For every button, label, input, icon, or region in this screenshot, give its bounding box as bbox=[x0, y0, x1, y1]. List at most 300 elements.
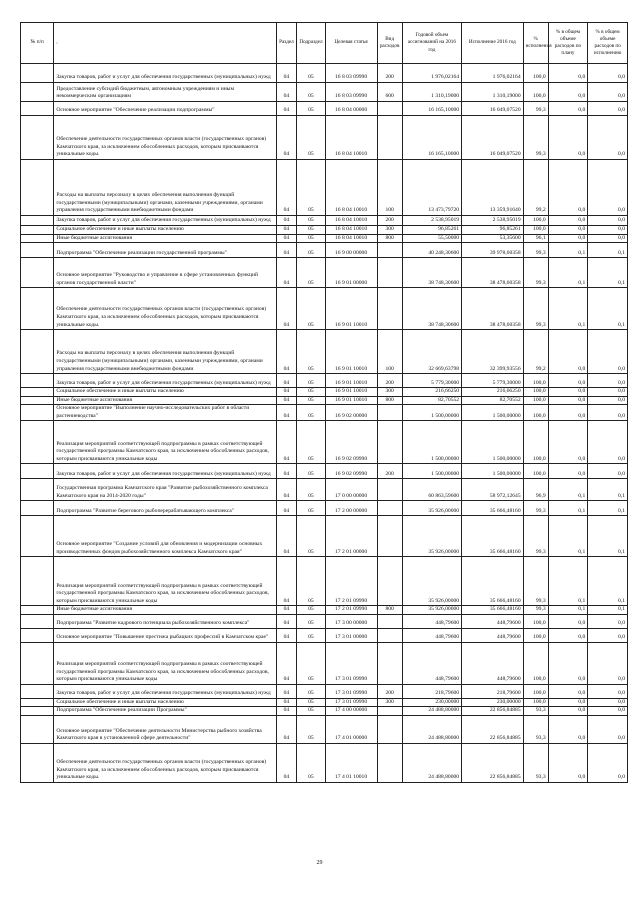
cell-execution: 58 972,12645 bbox=[462, 479, 524, 501]
table-row bbox=[21, 258, 628, 288]
cell-num bbox=[21, 405, 54, 421]
col-header-target: Целевая статья bbox=[325, 23, 377, 64]
cell-podrazdel: 05 bbox=[297, 288, 325, 330]
cell-plan: 38 748,30600 bbox=[402, 258, 461, 288]
cell-plan: 1 500,00000 bbox=[402, 405, 461, 421]
cell-share-exec: 0,0 bbox=[588, 628, 628, 642]
cell-share-exec: 0,0 bbox=[588, 614, 628, 628]
cell-razdel: 04 bbox=[276, 374, 297, 388]
table-header-row bbox=[21, 23, 628, 64]
table-row bbox=[21, 642, 628, 684]
cell-name: Иные бюджетные ассигнования bbox=[54, 234, 276, 243]
cell-razdel: 04 bbox=[276, 83, 297, 102]
cell-podrazdel: 05 bbox=[297, 226, 325, 235]
cell-execution: 1 500,00000 bbox=[462, 464, 524, 479]
cell-num bbox=[21, 160, 54, 216]
cell-share-plan: 0,0 bbox=[548, 707, 588, 716]
cell-share-exec: 0,0 bbox=[588, 684, 628, 698]
cell-share-plan: 0,1 bbox=[548, 516, 588, 557]
cell-percent: 100,0 bbox=[523, 464, 548, 479]
cell-razdel: 04 bbox=[276, 516, 297, 557]
table-body bbox=[21, 64, 628, 783]
cell-target: 16 8 04 10010 bbox=[325, 226, 377, 235]
cell-razdel: 04 bbox=[276, 243, 297, 258]
cell-plan: 35 926,00000 bbox=[402, 606, 461, 615]
cell-plan: 24 488,80000 bbox=[402, 715, 461, 743]
table-row bbox=[21, 715, 628, 743]
cell-plan: 448,79600 bbox=[402, 614, 461, 628]
cell-kind: 200 bbox=[377, 64, 402, 83]
cell-podrazdel: 05 bbox=[297, 258, 325, 288]
cell-share-exec: 0,1 bbox=[588, 557, 628, 606]
cell-kind: 200 bbox=[377, 684, 402, 698]
cell-share-exec: 0,0 bbox=[588, 707, 628, 716]
cell-plan: 60 863,59600 bbox=[402, 479, 461, 501]
cell-num bbox=[21, 421, 54, 464]
cell-target: 16 9 01 10010 bbox=[325, 374, 377, 388]
cell-percent: 93,3 bbox=[523, 707, 548, 716]
cell-name: Основное мероприятие "Выполнение научно-исследовательских работ в области растениеводства" bbox=[54, 405, 276, 421]
cell-razdel: 04 bbox=[276, 102, 297, 116]
cell-razdel: 04 bbox=[276, 234, 297, 243]
cell-razdel: 04 bbox=[276, 116, 297, 160]
cell-plan: 55,50000 bbox=[402, 234, 461, 243]
cell-razdel: 04 bbox=[276, 405, 297, 421]
cell-podrazdel: 05 bbox=[297, 642, 325, 684]
cell-execution: 38 478,60358 bbox=[462, 258, 524, 288]
cell-target: 17 4 00 00000 bbox=[325, 707, 377, 716]
cell-kind: 600 bbox=[377, 83, 402, 102]
cell-share-exec: 0,1 bbox=[588, 243, 628, 258]
cell-kind: 200 bbox=[377, 374, 402, 388]
cell-share-exec: 0,0 bbox=[588, 743, 628, 782]
cell-num bbox=[21, 288, 54, 330]
cell-podrazdel: 05 bbox=[297, 216, 325, 226]
cell-share-exec: 0,0 bbox=[588, 234, 628, 243]
cell-share-plan: 0,0 bbox=[548, 628, 588, 642]
cell-podrazdel: 05 bbox=[297, 743, 325, 782]
cell-kind: 300 bbox=[377, 388, 402, 397]
cell-percent: 100,0 bbox=[523, 216, 548, 226]
cell-podrazdel: 05 bbox=[297, 234, 325, 243]
cell-podrazdel: 05 bbox=[297, 83, 325, 102]
table-row bbox=[21, 83, 628, 102]
cell-kind: 200 bbox=[377, 216, 402, 226]
cell-execution: 448,79600 bbox=[462, 628, 524, 642]
cell-target: 16 8 04 10010 bbox=[325, 116, 377, 160]
table-row bbox=[21, 374, 628, 388]
cell-num bbox=[21, 606, 54, 615]
cell-kind bbox=[377, 288, 402, 330]
cell-percent: 99,3 bbox=[523, 258, 548, 288]
cell-kind bbox=[377, 243, 402, 258]
cell-target: 16 9 01 10010 bbox=[325, 330, 377, 374]
cell-execution: 38 478,60358 bbox=[462, 288, 524, 330]
cell-num bbox=[21, 479, 54, 501]
cell-target: 16 8 04 10010 bbox=[325, 216, 377, 226]
table-row bbox=[21, 396, 628, 405]
col-header-name: , bbox=[54, 23, 276, 64]
cell-razdel: 04 bbox=[276, 421, 297, 464]
cell-execution: 230,00000 bbox=[462, 698, 524, 707]
cell-podrazdel: 05 bbox=[297, 715, 325, 743]
cell-share-exec: 0,0 bbox=[588, 64, 628, 83]
table-row bbox=[21, 330, 628, 374]
cell-razdel: 04 bbox=[276, 396, 297, 405]
cell-percent: 93,3 bbox=[523, 715, 548, 743]
cell-share-exec: 0,0 bbox=[588, 102, 628, 116]
cell-num bbox=[21, 698, 54, 707]
cell-execution: 216,66250 bbox=[462, 388, 524, 397]
cell-share-exec: 0,0 bbox=[588, 216, 628, 226]
cell-percent: 100,0 bbox=[523, 64, 548, 83]
cell-razdel: 04 bbox=[276, 501, 297, 516]
cell-name: Социальное обеспечение и иные выплаты населению bbox=[54, 388, 276, 397]
cell-name: Подпрограмма "Развитие кадрового потенциала рыбохозяйственного комплекса" bbox=[54, 614, 276, 628]
cell-kind bbox=[377, 405, 402, 421]
cell-name: Подпрограмма "Обеспечение реализации государственной программы" bbox=[54, 243, 276, 258]
cell-name: Государственная программа Камчатского края "Развитие рыбохозяйственного комплекса Камчатского края на 2014-2020 годы" bbox=[54, 479, 276, 501]
cell-share-plan: 0,1 bbox=[548, 501, 588, 516]
cell-podrazdel: 05 bbox=[297, 684, 325, 698]
table-row bbox=[21, 707, 628, 716]
cell-num bbox=[21, 64, 54, 83]
cell-podrazdel: 05 bbox=[297, 388, 325, 397]
cell-plan: 448,79600 bbox=[402, 642, 461, 684]
cell-percent: 99,3 bbox=[523, 501, 548, 516]
cell-plan: 16 165,10000 bbox=[402, 102, 461, 116]
table-row bbox=[21, 234, 628, 243]
table-row bbox=[21, 501, 628, 516]
cell-target: 16 9 01 10010 bbox=[325, 388, 377, 397]
cell-num bbox=[21, 226, 54, 235]
cell-share-plan: 0,0 bbox=[548, 464, 588, 479]
cell-num bbox=[21, 258, 54, 288]
cell-percent: 99,3 bbox=[523, 606, 548, 615]
cell-podrazdel: 05 bbox=[297, 421, 325, 464]
cell-execution: 1 310,19000 bbox=[462, 83, 524, 102]
cell-execution: 1 976,02164 bbox=[462, 64, 524, 83]
cell-share-plan: 0,0 bbox=[548, 83, 588, 102]
table-row bbox=[21, 557, 628, 606]
cell-podrazdel: 05 bbox=[297, 501, 325, 516]
cell-num bbox=[21, 557, 54, 606]
cell-kind bbox=[377, 743, 402, 782]
cell-name: Подпрограмма "Обеспечение реализации Программы" bbox=[54, 707, 276, 716]
cell-podrazdel: 05 bbox=[297, 116, 325, 160]
cell-share-plan: 0,0 bbox=[548, 234, 588, 243]
cell-target: 17 3 01 00000 bbox=[325, 628, 377, 642]
cell-share-plan: 0,0 bbox=[548, 715, 588, 743]
cell-plan: 38 748,30600 bbox=[402, 288, 461, 330]
cell-share-plan: 0,0 bbox=[548, 388, 588, 397]
cell-plan: 35 926,00000 bbox=[402, 557, 461, 606]
cell-name: Обеспечение деятельности государственных органов власти (государственных органов) Камчатского края, за исключением обособленных расходов, которым присваиваются уникальные коды. bbox=[54, 116, 276, 160]
cell-num bbox=[21, 642, 54, 684]
cell-num bbox=[21, 715, 54, 743]
cell-percent: 100,0 bbox=[523, 628, 548, 642]
cell-share-plan: 0,0 bbox=[548, 226, 588, 235]
cell-share-exec: 0,0 bbox=[588, 374, 628, 388]
table-row bbox=[21, 516, 628, 557]
cell-name: Расходы на выплаты персоналу в целях обеспечения выполнения функций государственными (муниципальными) органами, казенными учреждениями, органами управления государственными внебюджетными фондами bbox=[54, 160, 276, 216]
cell-share-exec: 0,1 bbox=[588, 606, 628, 615]
cell-kind: 300 bbox=[377, 226, 402, 235]
cell-execution: 2 538,95019 bbox=[462, 216, 524, 226]
cell-kind bbox=[377, 501, 402, 516]
cell-plan: 24 488,80000 bbox=[402, 743, 461, 782]
cell-num bbox=[21, 684, 54, 698]
col-header-num: № п/п bbox=[21, 23, 54, 64]
cell-share-plan: 0,0 bbox=[548, 216, 588, 226]
cell-razdel: 04 bbox=[276, 464, 297, 479]
cell-razdel: 04 bbox=[276, 64, 297, 83]
cell-execution: 1 500,00000 bbox=[462, 405, 524, 421]
cell-share-plan: 0,0 bbox=[548, 396, 588, 405]
cell-target: 16 9 01 10010 bbox=[325, 396, 377, 405]
cell-share-exec: 0,0 bbox=[588, 388, 628, 397]
cell-share-plan: 0,1 bbox=[548, 288, 588, 330]
cell-name: Закупка товаров, работ и услуг для обеспечения государственных (муниципальных) нужд bbox=[54, 64, 276, 83]
cell-share-plan: 0,1 bbox=[548, 479, 588, 501]
cell-name: Основное мероприятие "Руководство и управление в сфере установленных функций органов государственной власти" bbox=[54, 258, 276, 288]
cell-num bbox=[21, 464, 54, 479]
cell-share-exec: 0,1 bbox=[588, 479, 628, 501]
cell-plan: 24 488,80000 bbox=[402, 707, 461, 716]
cell-share-exec: 0,0 bbox=[588, 642, 628, 684]
page-number: 29 bbox=[316, 860, 323, 866]
cell-share-exec: 0,0 bbox=[588, 83, 628, 102]
cell-podrazdel: 05 bbox=[297, 64, 325, 83]
cell-share-plan: 0,0 bbox=[548, 421, 588, 464]
cell-share-exec: 0,0 bbox=[588, 715, 628, 743]
cell-plan: 32 669,63798 bbox=[402, 330, 461, 374]
cell-share-exec: 0,0 bbox=[588, 160, 628, 216]
cell-podrazdel: 05 bbox=[297, 557, 325, 606]
cell-num bbox=[21, 234, 54, 243]
cell-target: 16 8 04 10010 bbox=[325, 160, 377, 216]
cell-plan: 16 165,10000 bbox=[402, 116, 461, 160]
cell-percent: 100,0 bbox=[523, 374, 548, 388]
cell-percent: 100,0 bbox=[523, 684, 548, 698]
table-row bbox=[21, 116, 628, 160]
table-row bbox=[21, 243, 628, 258]
cell-execution: 22 856,84885 bbox=[462, 715, 524, 743]
cell-share-plan: 0,0 bbox=[548, 374, 588, 388]
cell-name: Закупка товаров, работ и услуг для обеспечения государственных (муниципальных) нужд bbox=[54, 216, 276, 226]
cell-num bbox=[21, 628, 54, 642]
cell-kind bbox=[377, 614, 402, 628]
cell-num bbox=[21, 243, 54, 258]
cell-execution: 35 666,48160 bbox=[462, 557, 524, 606]
cell-kind: 200 bbox=[377, 464, 402, 479]
cell-percent: 99,3 bbox=[523, 516, 548, 557]
cell-target: 17 2 01 09990 bbox=[325, 606, 377, 615]
cell-target: 16 9 02 09990 bbox=[325, 421, 377, 464]
cell-target: 16 9 02 09990 bbox=[325, 464, 377, 479]
cell-podrazdel: 05 bbox=[297, 516, 325, 557]
cell-share-exec: 0,0 bbox=[588, 464, 628, 479]
cell-plan: 96,85261 bbox=[402, 226, 461, 235]
cell-share-exec: 0,0 bbox=[588, 698, 628, 707]
cell-execution: 22 856,84885 bbox=[462, 707, 524, 716]
cell-plan: 35 926,00000 bbox=[402, 516, 461, 557]
cell-kind bbox=[377, 479, 402, 501]
table-row bbox=[21, 388, 628, 397]
cell-kind: 100 bbox=[377, 160, 402, 216]
cell-plan: 216,66250 bbox=[402, 388, 461, 397]
cell-podrazdel: 05 bbox=[297, 160, 325, 216]
cell-target: 17 3 00 00000 bbox=[325, 614, 377, 628]
cell-execution: 22 856,84885 bbox=[462, 743, 524, 782]
cell-name: Иные бюджетные ассигнования bbox=[54, 606, 276, 615]
cell-name: Закупка товаров, работ и услуг для обеспечения государственных (муниципальных) нужд bbox=[54, 464, 276, 479]
cell-razdel: 04 bbox=[276, 707, 297, 716]
cell-razdel: 04 bbox=[276, 330, 297, 374]
cell-name: Основное мероприятие "Обеспечение деятельности Министерства рыбного хозяйства Камчатского края в установленной сфере деятельности" bbox=[54, 715, 276, 743]
cell-kind: 300 bbox=[377, 698, 402, 707]
cell-plan: 230,00000 bbox=[402, 698, 461, 707]
cell-razdel: 04 bbox=[276, 698, 297, 707]
cell-podrazdel: 05 bbox=[297, 102, 325, 116]
cell-execution: 218,79600 bbox=[462, 684, 524, 698]
cell-execution: 39 978,60358 bbox=[462, 243, 524, 258]
table-row bbox=[21, 743, 628, 782]
cell-num bbox=[21, 388, 54, 397]
cell-razdel: 04 bbox=[276, 160, 297, 216]
cell-num bbox=[21, 614, 54, 628]
cell-share-exec: 0,0 bbox=[588, 405, 628, 421]
cell-share-plan: 0,0 bbox=[548, 116, 588, 160]
cell-razdel: 04 bbox=[276, 743, 297, 782]
table-row bbox=[21, 479, 628, 501]
cell-razdel: 04 bbox=[276, 216, 297, 226]
cell-plan: 13 473,79720 bbox=[402, 160, 461, 216]
table-row bbox=[21, 628, 628, 642]
col-header-share-exec: % в общем объеме расходов по исполнению bbox=[588, 23, 628, 64]
cell-plan: 40 248,30600 bbox=[402, 243, 461, 258]
cell-execution: 1 500,00000 bbox=[462, 421, 524, 464]
cell-share-exec: 0,1 bbox=[588, 516, 628, 557]
cell-target: 17 3 01 09990 bbox=[325, 642, 377, 684]
cell-percent: 93,3 bbox=[523, 743, 548, 782]
cell-share-exec: 0,1 bbox=[588, 288, 628, 330]
cell-num bbox=[21, 330, 54, 374]
cell-podrazdel: 05 bbox=[297, 464, 325, 479]
cell-share-plan: 0,0 bbox=[548, 405, 588, 421]
cell-share-exec: 0,1 bbox=[588, 258, 628, 288]
table-row bbox=[21, 606, 628, 615]
cell-name: Обеспечение деятельности государственных органов власти (государственных органов) Камчатского края, за исключением обособленных расходов, которым присваиваются уникальные коды. bbox=[54, 743, 276, 782]
cell-target: 17 3 01 09990 bbox=[325, 684, 377, 698]
col-header-razdel: Раздел bbox=[276, 23, 297, 64]
cell-plan: 82,70552 bbox=[402, 396, 461, 405]
cell-plan: 1 500,00000 bbox=[402, 464, 461, 479]
cell-share-plan: 0,0 bbox=[548, 160, 588, 216]
cell-share-plan: 0,0 bbox=[548, 330, 588, 374]
cell-target: 16 8 03 09990 bbox=[325, 83, 377, 102]
cell-share-exec: 0,0 bbox=[588, 330, 628, 374]
cell-name: Основное мероприятие "Обеспечение реализации подпрограммы" bbox=[54, 102, 276, 116]
cell-kind bbox=[377, 116, 402, 160]
cell-percent: 99,3 bbox=[523, 102, 548, 116]
cell-share-plan: 0,1 bbox=[548, 557, 588, 606]
cell-num bbox=[21, 374, 54, 388]
cell-percent: 100,0 bbox=[523, 83, 548, 102]
cell-execution: 53,35600 bbox=[462, 234, 524, 243]
cell-percent: 100,0 bbox=[523, 614, 548, 628]
col-header-execution: Исполнение 2016 год bbox=[462, 23, 524, 64]
cell-target: 16 8 03 09990 bbox=[325, 64, 377, 83]
cell-execution: 448,79600 bbox=[462, 642, 524, 684]
cell-share-exec: 0,0 bbox=[588, 116, 628, 160]
cell-num bbox=[21, 501, 54, 516]
cell-execution: 16 049,07520 bbox=[462, 102, 524, 116]
cell-execution: 448,79600 bbox=[462, 614, 524, 628]
cell-percent: 99,3 bbox=[523, 557, 548, 606]
cell-share-plan: 0,1 bbox=[548, 258, 588, 288]
col-header-percent: % исполнения bbox=[523, 23, 548, 64]
cell-share-exec: 0,0 bbox=[588, 421, 628, 464]
cell-execution: 5 779,30000 bbox=[462, 374, 524, 388]
cell-percent: 96,1 bbox=[523, 234, 548, 243]
cell-num bbox=[21, 83, 54, 102]
cell-podrazdel: 05 bbox=[297, 479, 325, 501]
col-header-plan: Годовой объем ассигнований на 2016 год bbox=[402, 23, 461, 64]
cell-num bbox=[21, 743, 54, 782]
cell-razdel: 04 bbox=[276, 628, 297, 642]
cell-plan: 5 779,30000 bbox=[402, 374, 461, 388]
table-row bbox=[21, 216, 628, 226]
cell-plan: 1 500,00000 bbox=[402, 421, 461, 464]
cell-razdel: 04 bbox=[276, 288, 297, 330]
col-header-share-plan: % в общем объеме расходов по плану bbox=[548, 23, 588, 64]
cell-name: Реализация мероприятий соответствующей подпрограммы в рамках соответствующей государственной программы Камчатского края, за исключением обособленных расходов, которым присваиваются уникальные коды bbox=[54, 421, 276, 464]
cell-share-plan: 0,0 bbox=[548, 64, 588, 83]
table-row bbox=[21, 684, 628, 698]
cell-kind bbox=[377, 102, 402, 116]
table-row bbox=[21, 698, 628, 707]
cell-podrazdel: 05 bbox=[297, 405, 325, 421]
cell-share-plan: 0,1 bbox=[548, 243, 588, 258]
cell-plan: 1 976,02164 bbox=[402, 64, 461, 83]
cell-target: 17 3 01 09990 bbox=[325, 698, 377, 707]
cell-target: 16 9 01 10010 bbox=[325, 288, 377, 330]
cell-podrazdel: 05 bbox=[297, 330, 325, 374]
cell-execution: 32 399,93556 bbox=[462, 330, 524, 374]
cell-podrazdel: 05 bbox=[297, 606, 325, 615]
cell-target: 16 9 00 00000 bbox=[325, 243, 377, 258]
cell-execution: 35 666,48160 bbox=[462, 501, 524, 516]
cell-execution: 35 666,48160 bbox=[462, 516, 524, 557]
cell-percent: 99,2 bbox=[523, 330, 548, 374]
col-header-podrazdel: Подраздел bbox=[297, 23, 325, 64]
cell-razdel: 04 bbox=[276, 258, 297, 288]
cell-share-exec: 0,0 bbox=[588, 226, 628, 235]
cell-target: 16 8 04 10010 bbox=[325, 234, 377, 243]
cell-percent: 100,0 bbox=[523, 405, 548, 421]
cell-name: Предоставление субсидий бюджетным, автономным учреждениям и иным некоммерческим организациям bbox=[54, 83, 276, 102]
cell-percent: 100,0 bbox=[523, 226, 548, 235]
cell-name: Основное мероприятие "Создание условий для обновления и модернизации основных производственных фондов рыбохозяйственного комплекса Камчатского края" bbox=[54, 516, 276, 557]
cell-percent: 100,0 bbox=[523, 421, 548, 464]
cell-execution: 16 049,07520 bbox=[462, 116, 524, 160]
cell-name: Подпрограмма "Развитие берегового рыбоперерабатывающего комплекса" bbox=[54, 501, 276, 516]
cell-share-plan: 0,0 bbox=[548, 642, 588, 684]
cell-razdel: 04 bbox=[276, 557, 297, 606]
cell-num bbox=[21, 396, 54, 405]
table-row bbox=[21, 464, 628, 479]
